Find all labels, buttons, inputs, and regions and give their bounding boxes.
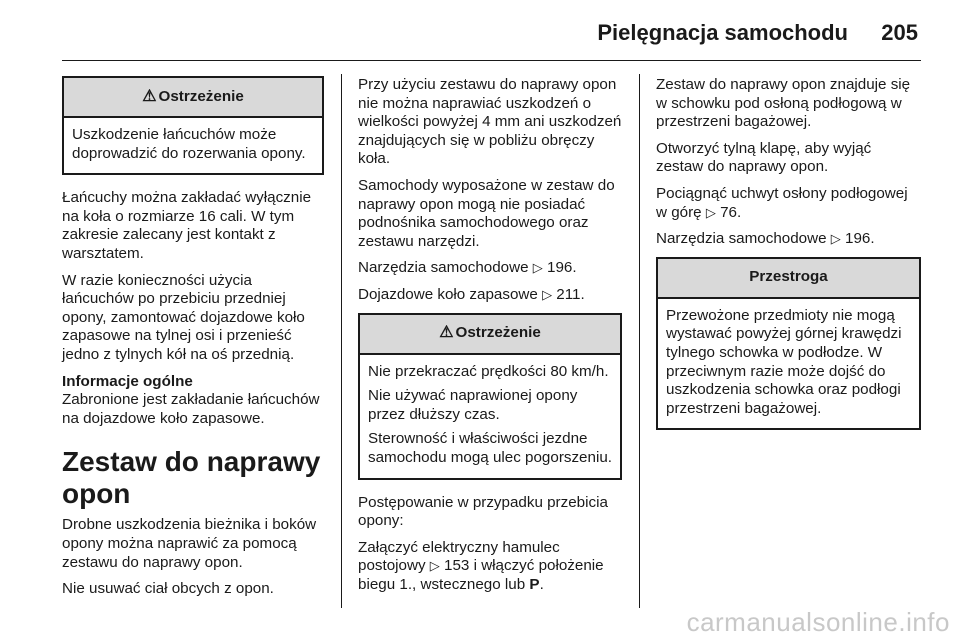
column-3 <box>656 76 921 444</box>
section-title: Zestaw do naprawy opon <box>62 446 321 510</box>
paragraph: Pociągnąć uchwyt osłony podłogowej w górę ▷ 76. <box>656 184 908 221</box>
paragraph: Nie usuwać ciał obcych z opon. <box>62 580 274 598</box>
paragraph: Załączyć elektryczny hamulec postojowy ▷ 153 i włączyć położenie biegu 1., wstecznego lub P. <box>358 538 604 593</box>
reference-arrow-icon: ▷ <box>542 286 553 302</box>
reference-arrow-icon: ▷ <box>830 231 841 247</box>
paragraph: Otworzyć tylną klapę, aby wyjąć zestaw do naprawy opon. <box>656 139 872 176</box>
warning-header <box>360 315 620 355</box>
paragraph: Zestaw do naprawy opon znajduje się w schowku pod osłoną podłogową w przestrzeni bagażowej. <box>656 76 911 131</box>
cross-reference[interactable]: Narzędzia samochodowe ▷ 196. <box>358 259 577 277</box>
gear-position: P <box>529 575 540 593</box>
warning-body <box>360 355 620 478</box>
paragraph: Samochody wyposażone w zestaw do naprawy opon mogą nie posiadać podnośnika samochodowego oraz zestawu narzędzi. <box>358 176 615 250</box>
warning-icon: ⚠ <box>439 324 454 342</box>
paragraph: Postępowanie w przypadku przebicia opony: <box>358 493 608 530</box>
warning-header <box>64 78 322 118</box>
reference-arrow-icon: ▷ <box>532 260 543 276</box>
warning-title: Ostrzeżenie <box>158 87 244 105</box>
warning-text: Uszkodzenie łańcuchów może doprowadzić do rozerwania opony. <box>72 126 306 162</box>
header-divider <box>62 60 921 61</box>
column-divider <box>341 74 342 608</box>
cross-reference[interactable]: Narzędzia samochodowe ▷ 196. <box>656 230 875 248</box>
warning-text: Sterowność i właściwości jezdne samochodu mogą ulec pogorszeniu. <box>368 430 612 466</box>
warning-box <box>358 313 622 480</box>
caution-title: Przestroga <box>749 268 828 286</box>
reference-arrow-icon: ▷ <box>705 204 716 220</box>
warning-text: Nie używać naprawionej opony przez dłuższy czas. <box>368 387 578 423</box>
caution-body <box>658 299 919 429</box>
warning-box <box>62 76 324 175</box>
paragraph: Łańcuchy można zakładać wyłącznie na koła o rozmiarze 16 cali. W tym zakresie zalecany jest kontakt z warsztatem. <box>62 189 312 262</box>
column-2 <box>358 76 622 602</box>
column-1 <box>62 76 324 607</box>
caution-header <box>658 259 919 299</box>
watermark: carmanualsonline.info <box>686 607 950 637</box>
page-number: 205 <box>881 20 918 45</box>
paragraph: Drobne uszkodzenia bieżnika i boków opony można naprawić za pomocą zestawu do naprawy opon. <box>62 516 317 571</box>
caution-text: Przewożone przedmioty nie mogą wystawać powyżej górnej krawędzi tylnego schowka w podłodze. W przeciwnym razie może dojść do uszkodzenia schowka oraz podłogi przestrzeni bagażowej. <box>666 306 902 417</box>
warning-title: Ostrzeżenie <box>455 324 541 342</box>
subheading: Informacje ogólne <box>62 372 193 390</box>
reference-arrow-icon: ▷ <box>429 558 440 574</box>
cross-reference[interactable]: Dojazdowe koło zapasowe ▷ 211. <box>358 285 585 303</box>
paragraph: Zabronione jest zakładanie łańcuchów na dojazdowe koło zapasowe. <box>62 391 320 427</box>
page-title: Pielęgnacja samochodu <box>597 20 848 45</box>
column-divider <box>639 74 640 608</box>
paragraph: W razie konieczności użycia łańcuchów po przebiciu przedniej opony, zamontować dojazdowe koło zapasowe na tylnej osi i przenieść jedno z tylnych kół na oś przednią. <box>62 271 305 363</box>
caution-box <box>656 257 921 431</box>
warning-icon: ⚠ <box>142 87 157 105</box>
warning-text: Nie przekraczać prędkości 80 km/h. <box>368 362 609 380</box>
warning-body <box>64 118 322 173</box>
paragraph: Przy użyciu zestawu do naprawy opon nie można naprawiać uszkodzeń o wielkości powyżej 4 mm ani uszkodzeń znajdujących się w pobliżu obręczy koła. <box>358 76 622 168</box>
page-header <box>0 0 960 60</box>
